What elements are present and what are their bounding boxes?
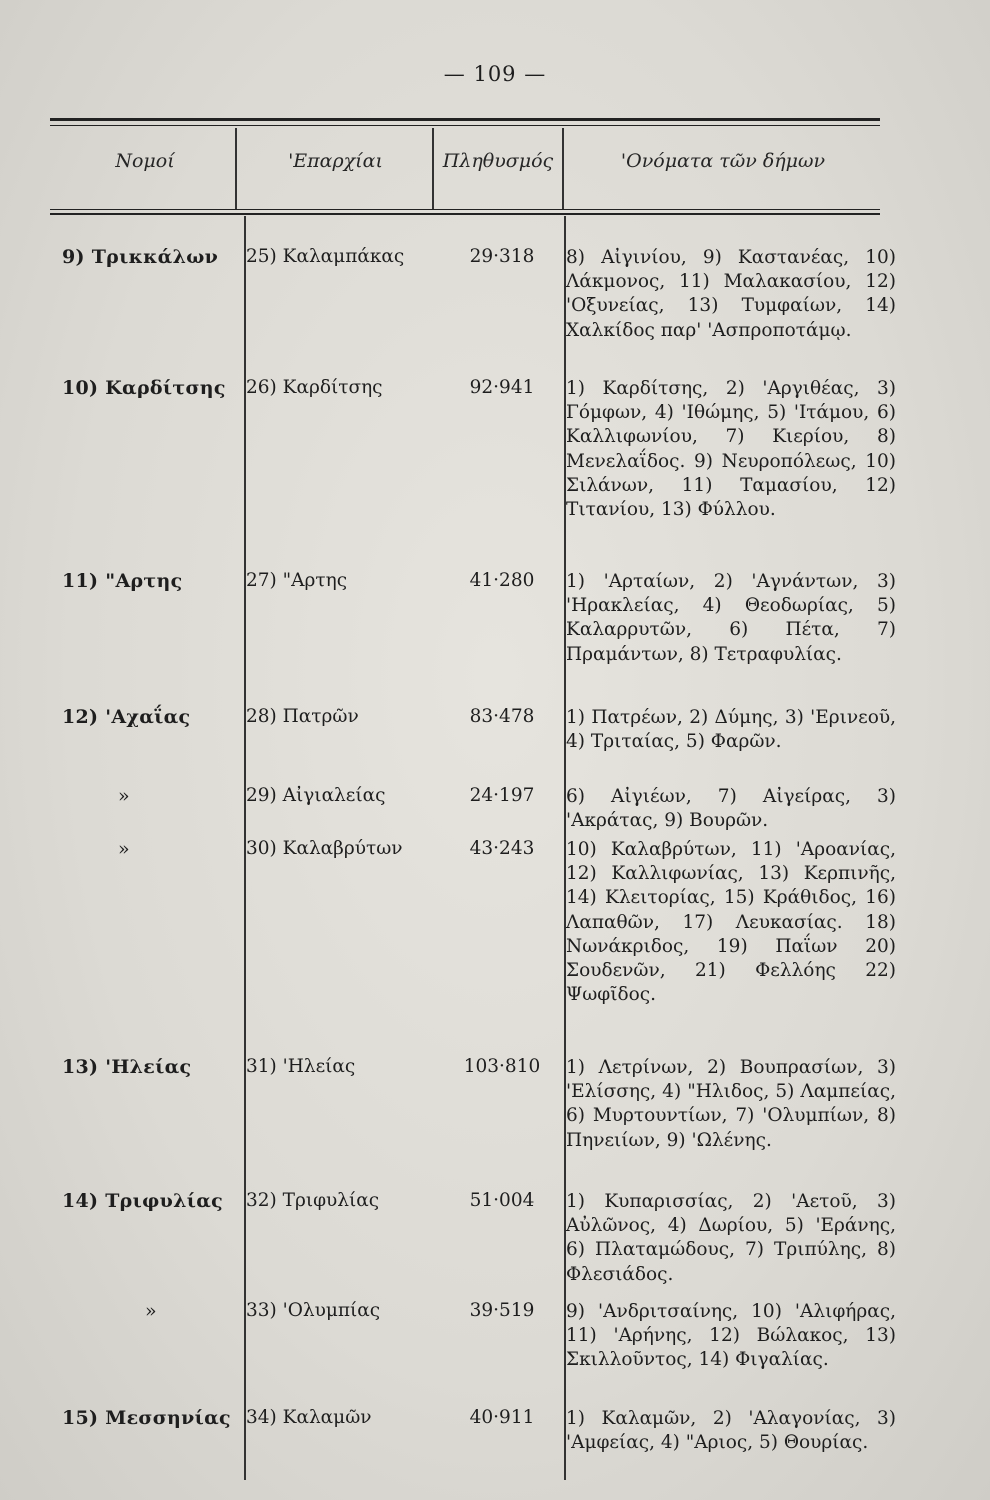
nomos-cell: 14) Τριφυλίας: [62, 1190, 223, 1212]
population-cell: 103·810: [463, 1056, 541, 1077]
eparchia-cell: 26) Καρδίτσης: [246, 377, 383, 398]
municipalities-cell: 1) Κυπαρισσίας, 2) 'Αετοῦ, 3) Αὐλῶνος, 4) Δωρίου, 5) 'Εράνης, 6) Πλαταμώδους, 7) Τριπύλης, 8) Φλεσιάδος.: [566, 1191, 896, 1285]
municipalities-cell: 1) Πατρέων, 2) Δύμης, 3) 'Ερινεοῦ, 4) Τριταίας, 5) Φαρῶν.: [566, 707, 896, 753]
nomos-cell: 10) Καρδίτσης: [62, 377, 226, 399]
population-cell: 43·243: [469, 838, 535, 859]
eparchia-cell: 33) 'Ολυμπίας: [246, 1300, 381, 1321]
population-cell: 29·318: [469, 246, 535, 267]
eparchia-cell: 30) Καλαβρύτων: [246, 838, 403, 859]
eparchia-cell: 29) Αἰγιαλείας: [246, 785, 386, 806]
header-nomoi: Νομοί: [115, 150, 175, 172]
nomos-cell: 11) "Αρτης: [62, 570, 183, 592]
header-onomata: 'Ονόματα τῶν δήμων: [620, 150, 826, 172]
municipalities-cell: 10) Καλαβρύτων, 11) 'Αροανίας, 12) Καλλιφωνίας, 13) Κερπινῆς, 14) Κλειτορίας, 15) Κράθιδος, 16) Λαπαθῶν, 17) Λευκασίας. 18) Νωνάκριδος, 19) Παΐων 20) Σουδενῶν, 21) Φελλόης 22) Ψωφῖδος.: [566, 839, 896, 1006]
eparchia-cell: 34) Καλαμῶν: [246, 1407, 372, 1428]
municipalities-cell: 1) Λετρίνων, 2) Βουπρασίων, 3) 'Ελίσσης, 4) "Ηλιδος, 5) Λαμπείας, 6) Μυρτουντίων, 7) 'Ολυμπίων, 8) Πηνειίων, 9) 'Ωλένης.: [566, 1057, 896, 1151]
municipalities-cell: 1) Καρδίτσης, 2) 'Αργιθέας, 3) Γόμφων, 4) 'Ιθώμης, 5) 'Ιτάμου, 6) Καλλιφωνίου, 7) Κιερίου, 8) Μενελαΐδος. 9) Νευροπόλεως, 10) Σιλάνων, 11) Ταμασίου, 12) Τιτανίου, 13) Φύλλου.: [566, 378, 896, 521]
top-rule-thick: [50, 118, 880, 121]
municipalities-cell: 6) Αἰγιέων, 7) Αἰγείρας, 3) 'Ακράτας, 9) Βουρῶν.: [566, 786, 896, 832]
nomos-cell: 15) Μεσσηνίας: [62, 1407, 231, 1429]
page-number: — 109 —: [443, 62, 547, 86]
ditto-mark: »: [118, 838, 130, 860]
nomos-cell: 9) Τρικκάλων: [62, 246, 219, 268]
header-eparchiai: 'Επαρχίαι: [288, 150, 383, 172]
header-separator: [432, 128, 434, 210]
population-cell: 41·280: [469, 570, 535, 591]
population-cell: 51·004: [469, 1190, 535, 1211]
ditto-mark: »: [145, 1300, 157, 1322]
header-separator: [235, 128, 237, 210]
population-cell: 83·478: [469, 706, 535, 727]
population-cell: 39·519: [469, 1300, 535, 1321]
nomos-cell: 13) 'Ηλείας: [62, 1056, 192, 1078]
ditto-mark: »: [118, 785, 130, 807]
municipalities-cell: 1) 'Αρταίων, 2) 'Αγνάντων, 3) 'Ηρακλείας, 4) Θεοδωρίας, 5) Καλαρρυτῶν, 6) Πέτα, 7) Πραμάντων, 8) Τετραφυλίας.: [566, 571, 896, 665]
municipalities-cell: 8) Αἰγινίου, 9) Καστανέας, 10) Λάκμονος, 11) Μαλακασίου, 12) 'Οξυνείας, 13) Τυμφαίων, 14) Χαλκίδος παρ' 'Ασπροποτάμῳ.: [566, 247, 896, 341]
municipalities-cell: 9) 'Ανδριτσαίνης, 10) 'Αλιφήρας, 11) 'Αρήνης, 12) Βώλακος, 13) Σκιλλοῦντος, 14) Φιγαλίας.: [566, 1301, 896, 1371]
population-cell: 92·941: [469, 377, 535, 398]
eparchia-cell: 27) "Αρτης: [246, 570, 348, 591]
header-plithysmos: Πληθυσμός: [442, 150, 554, 172]
nomos-cell: 12) 'Αχαΐας: [62, 706, 191, 728]
header-separator: [562, 128, 564, 210]
population-cell: 40·911: [469, 1407, 535, 1428]
eparchia-cell: 31) 'Ηλείας: [246, 1056, 356, 1077]
eparchia-cell: 32) Τριφυλίας: [246, 1190, 380, 1211]
municipalities-cell: 1) Καλαμῶν, 2) 'Αλαγονίας, 3) 'Αμφείας, 4) "Αριος, 5) Θουρίας.: [566, 1408, 896, 1454]
eparchia-cell: 25) Καλαμπάκας: [246, 246, 405, 267]
header-bottom-rule: [50, 209, 880, 210]
eparchia-cell: 28) Πατρῶν: [246, 706, 359, 727]
population-cell: 24·197: [469, 785, 535, 806]
top-rule-thin: [50, 125, 880, 126]
header-bottom-rule-thick: [50, 213, 880, 215]
